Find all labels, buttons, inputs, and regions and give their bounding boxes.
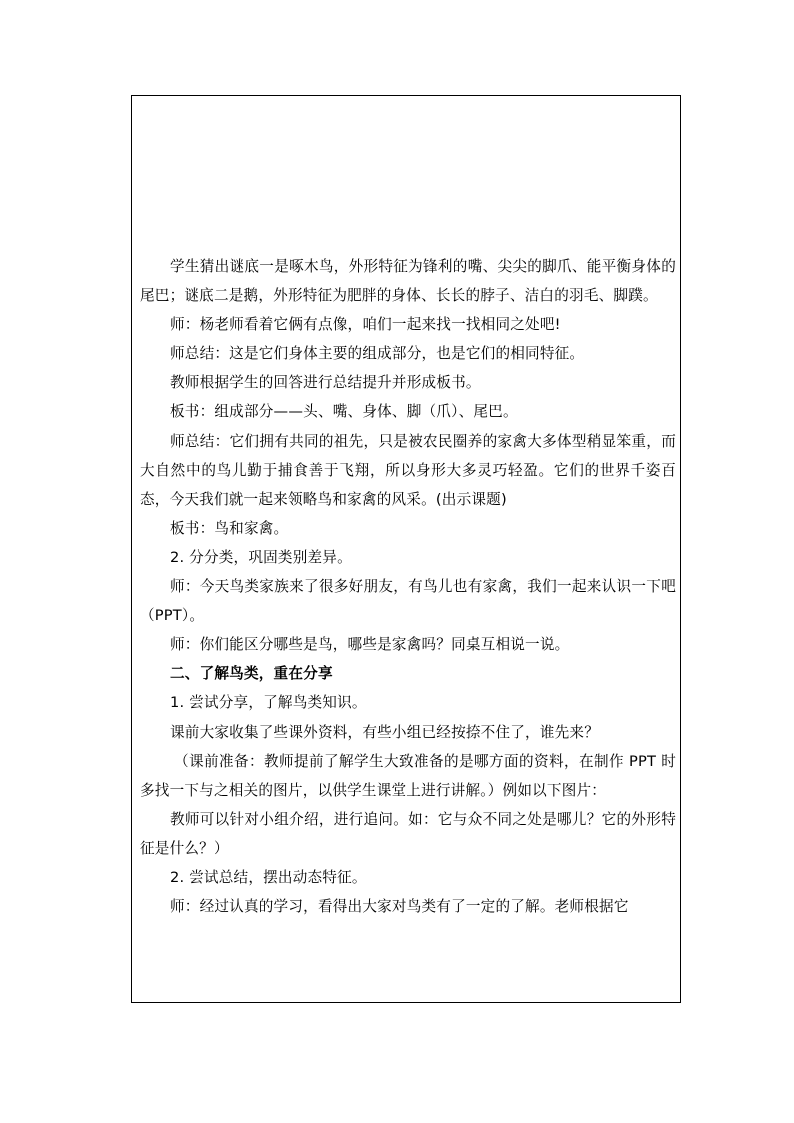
paragraph-board-writing-title: 板书：鸟和家禽。 — [170, 519, 289, 537]
paragraph-teacher-board-note: 教师根据学生的回答进行总结提升并形成板书。 — [170, 374, 481, 392]
section-heading-understand-birds: 二、了解鸟类，重在分享 — [170, 665, 333, 683]
paragraph-teacher-distinguish: 师：你们能区分哪些是鸟，哪些是家禽吗？同桌互相说一说。 — [170, 636, 570, 654]
paragraph-step-classify: 2. 分分类，巩固类别差异。 — [170, 548, 352, 566]
paragraph-teacher-followup: 教师可以针对小组介绍，进行追问。如：它与众不同之处是哪儿？它的外形特征是什么？） — [140, 810, 676, 857]
paragraph-teacher-learning: 师：经过认真的学习，看得出大家对鸟类有了一定的了解。老师根据它 — [170, 898, 629, 916]
paragraph-step-summarize: 2. 尝试总结，摆出动态特征。 — [170, 868, 367, 886]
paragraph-board-writing-parts: 板书：组成部分——头、嘴、身体、脚（爪）、尾巴。 — [170, 403, 518, 421]
paragraph-materials-collected: 课前大家收集了些课外资料，有些小组已经按捺不住了，谁先来？ — [170, 723, 600, 741]
paragraph-guess-riddle: 学生猜出谜底一是啄木鸟，外形特征为锋利的嘴、尖尖的脚爪、能平衡身体的尾巴；谜底二是鹅，外形特征为肥胖的身体、长长的脖子、洁白的羽毛、脚蹼。 — [140, 258, 676, 305]
lesson-plan-text — [140, 252, 676, 921]
paragraph-preparation-note: （课前准备：教师提前了解学生大致准备的是哪方面的资料，在制作 PPT 时多找一下与之相关的图片，以供学生课堂上进行讲解。）例如以下图片： — [140, 752, 676, 799]
paragraph-teacher-find-similarities: 师：杨老师看着它俩有点像，咱们一起来找一找相同之处吧! — [170, 316, 561, 334]
paragraph-step-share: 1. 尝试分享，了解鸟类知识。 — [170, 694, 367, 712]
paragraph-teacher-summary-ancestors: 师总结：它们拥有共同的祖先，只是被农民圈养的家禽大多体型稍显笨重，而大自然中的鸟儿勤于捕食善于飞翔，所以身形大多灵巧轻盈。它们的世界千姿百态，今天我们就一起来领略鸟和家禽的风采。(出示课题) — [140, 432, 676, 508]
paragraph-teacher-summary-parts: 师总结：这是它们身体主要的组成部分，也是它们的相同特征。 — [170, 345, 585, 363]
paragraph-teacher-friends: 师：今天鸟类家族来了很多好朋友，有鸟儿也有家禽，我们一起来认识一下吧（PPT）。 — [140, 578, 676, 625]
